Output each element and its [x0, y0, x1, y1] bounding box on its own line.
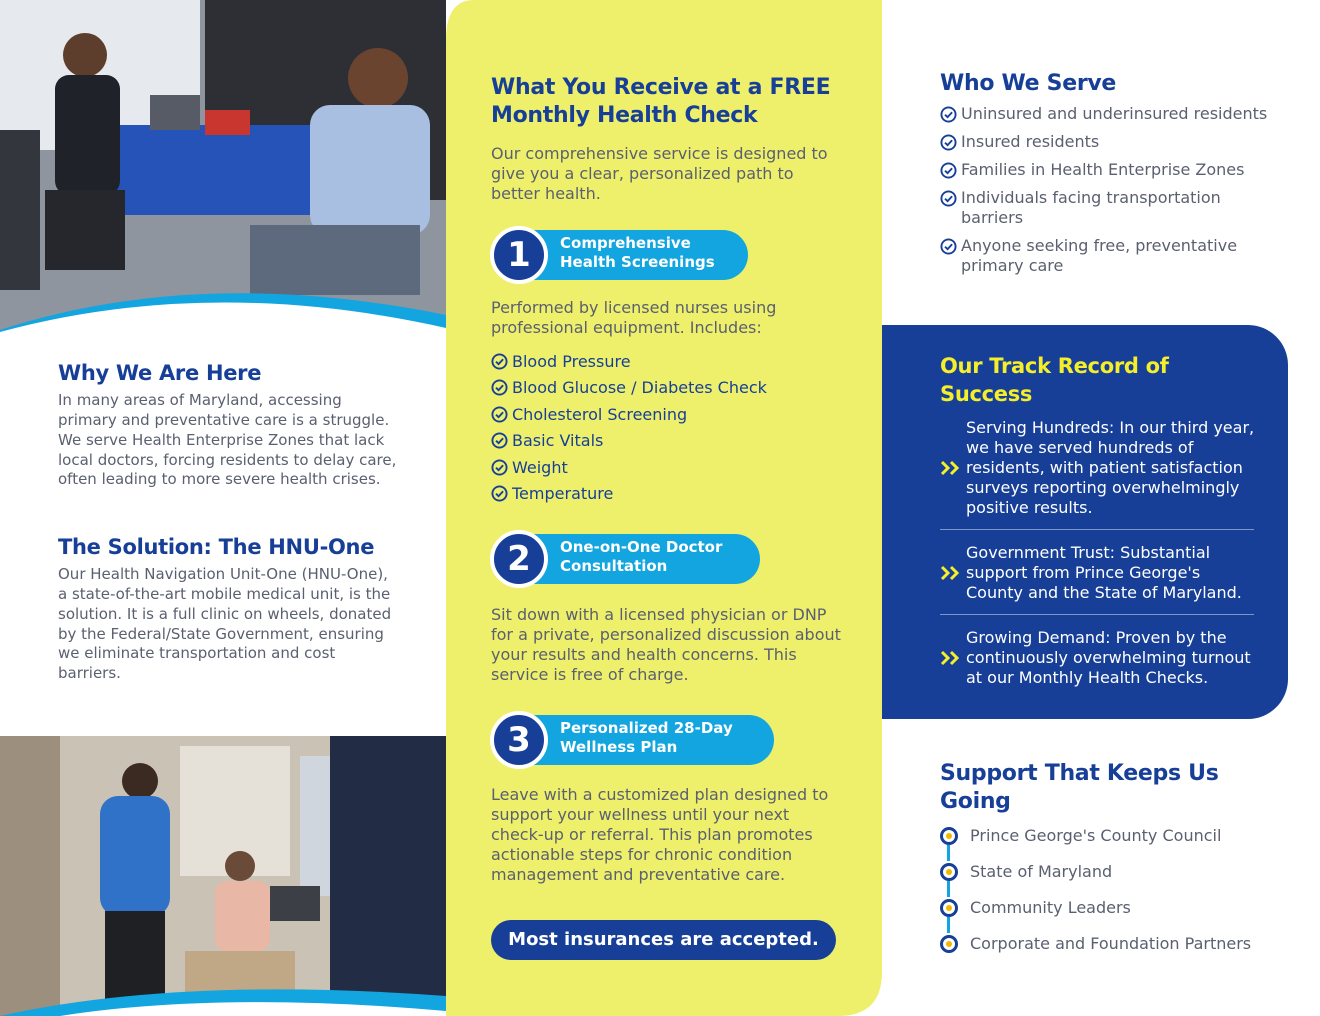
screening-item: [491, 454, 767, 481]
screening-item: [491, 375, 767, 402]
double-chevron-right-icon: [940, 650, 962, 666]
screening-item: [491, 348, 767, 375]
serve-title: Who We Serve: [940, 71, 1117, 96]
support-item: [940, 826, 1221, 845]
timeline-connector: [947, 917, 950, 933]
check-circle-icon: [491, 432, 508, 449]
check-circle-icon: [491, 485, 508, 502]
serve-list: [940, 104, 1270, 284]
step-2-body: Sit down with a licensed physician or DNP for a private, personalized discussion about your results and health concerns. This service is free of charge.: [491, 605, 841, 684]
solution-body: Our Health Navigation Unit-One (HNU-One), a state-of-the-art mobile medical unit, is the solution. It is a full clinic on wheels, donated by the Federal/State Government, ensuring we eliminate transportation and cost barriers.: [58, 565, 392, 683]
double-chevron-right-icon: [940, 565, 962, 581]
timeline-dot-icon: [940, 935, 958, 953]
timeline-connector: [947, 881, 950, 897]
serve-item: [940, 132, 1270, 152]
serve-item: [940, 104, 1270, 124]
screening-item: [491, 481, 767, 508]
serve-item-label: Anyone seeking free, preventative primary care: [961, 236, 1238, 275]
check-circle-icon: [940, 162, 957, 179]
screening-label: Blood Pressure: [512, 351, 631, 371]
screening-label: Cholesterol Screening: [512, 404, 688, 424]
support-item: [940, 862, 1112, 881]
step-1-label: Comprehensive Health Screenings: [560, 234, 715, 271]
step-1-number: 1: [490, 226, 548, 284]
step-3-number: 3: [490, 711, 548, 769]
support-item-label: Community Leaders: [970, 898, 1131, 917]
screening-label: Basic Vitals: [512, 431, 604, 451]
bottom-photo-wave: [0, 966, 446, 1016]
screening-label: Temperature: [512, 484, 614, 504]
check-circle-icon: [491, 353, 508, 370]
screening-label: Weight: [512, 457, 568, 477]
health-check-title: What You Receive at a FREE Monthly Health Check: [491, 75, 831, 128]
track-divider: [940, 529, 1254, 530]
serve-item: [940, 188, 1270, 228]
why-title: Why We Are Here: [58, 361, 262, 385]
why-body: In many areas of Maryland, accessing primary and preventative care is a struggle. We serve Health Enterprise Zones that lack local doctors, forcing residents to delay care, often leading to more severe health crises.: [58, 391, 397, 489]
track-divider: [940, 614, 1254, 615]
check-circle-icon: [940, 238, 957, 255]
support-title: Support That Keeps Us Going: [940, 761, 1219, 814]
serve-item: [940, 160, 1270, 180]
track-item-text: Serving Hundreds: In our third year, we have served hundreds of residents, with patient satisfaction surveys reporting overwhelmingly positive results.: [966, 418, 1255, 517]
insurance-banner: Most insurances are accepted.: [491, 920, 836, 960]
support-item-label: Corporate and Foundation Partners: [970, 934, 1252, 953]
step-1-body: Performed by licensed nurses using professional equipment. Includes:: [491, 298, 777, 337]
serve-item: [940, 236, 1270, 276]
track-item-text: Government Trust: Substantial support from Prince George's County and the State of Maryland.: [966, 543, 1242, 602]
track-item: [940, 418, 1256, 518]
step-2-number: 2: [490, 530, 548, 588]
timeline-dot-icon: [940, 863, 958, 881]
track-item: [940, 628, 1256, 688]
step-3-body: Leave with a customized plan designed to support your wellness until your next check-up or referral. This plan promotes actionable steps for chronic condition management and preventative care.: [491, 785, 829, 884]
top-photo-wave: [0, 270, 446, 360]
track-title: Our Track Record of Success: [940, 354, 1169, 406]
timeline-dot-icon: [940, 827, 958, 845]
step-2-label: One-on-One Doctor Consultation: [560, 538, 723, 575]
step-3-pill: [490, 711, 776, 769]
solution-section: [58, 534, 398, 684]
step-3-label: Personalized 28-Day Wellness Plan: [560, 719, 733, 756]
serve-item-label: Individuals facing transportation barriers: [961, 188, 1221, 227]
support-item: [940, 934, 1251, 953]
screening-item: [491, 428, 767, 455]
check-circle-icon: [491, 459, 508, 476]
timeline-dot-icon: [940, 899, 958, 917]
serve-item-label: Insured residents: [961, 132, 1100, 151]
why-section: [58, 360, 398, 490]
check-circle-icon: [491, 379, 508, 396]
check-circle-icon: [940, 190, 957, 207]
support-item-label: State of Maryland: [970, 862, 1113, 881]
check-circle-icon: [940, 134, 957, 151]
step-2-pill: [490, 530, 762, 588]
track-item-text: Growing Demand: Proven by the continuously overwhelming turnout at our Monthly Health Checks.: [966, 628, 1251, 687]
solution-title: The Solution: The HNU-One: [58, 535, 375, 559]
support-item-label: Prince George's County Council: [970, 826, 1222, 845]
serve-item-label: Families in Health Enterprise Zones: [961, 160, 1245, 179]
check-circle-icon: [940, 106, 957, 123]
step-1-pill: [490, 226, 750, 284]
track-item: [940, 543, 1256, 603]
double-chevron-right-icon: [940, 460, 962, 476]
check-circle-icon: [491, 406, 508, 423]
screening-list: [491, 348, 767, 507]
timeline-connector: [947, 845, 950, 861]
support-item: [940, 898, 1131, 917]
screening-label: Blood Glucose / Diabetes Check: [512, 378, 767, 398]
health-check-intro: Our comprehensive service is designed to give you a clear, personalized path to better health.: [491, 144, 828, 203]
serve-item-label: Uninsured and underinsured residents: [961, 104, 1268, 123]
screening-item: [491, 401, 767, 428]
